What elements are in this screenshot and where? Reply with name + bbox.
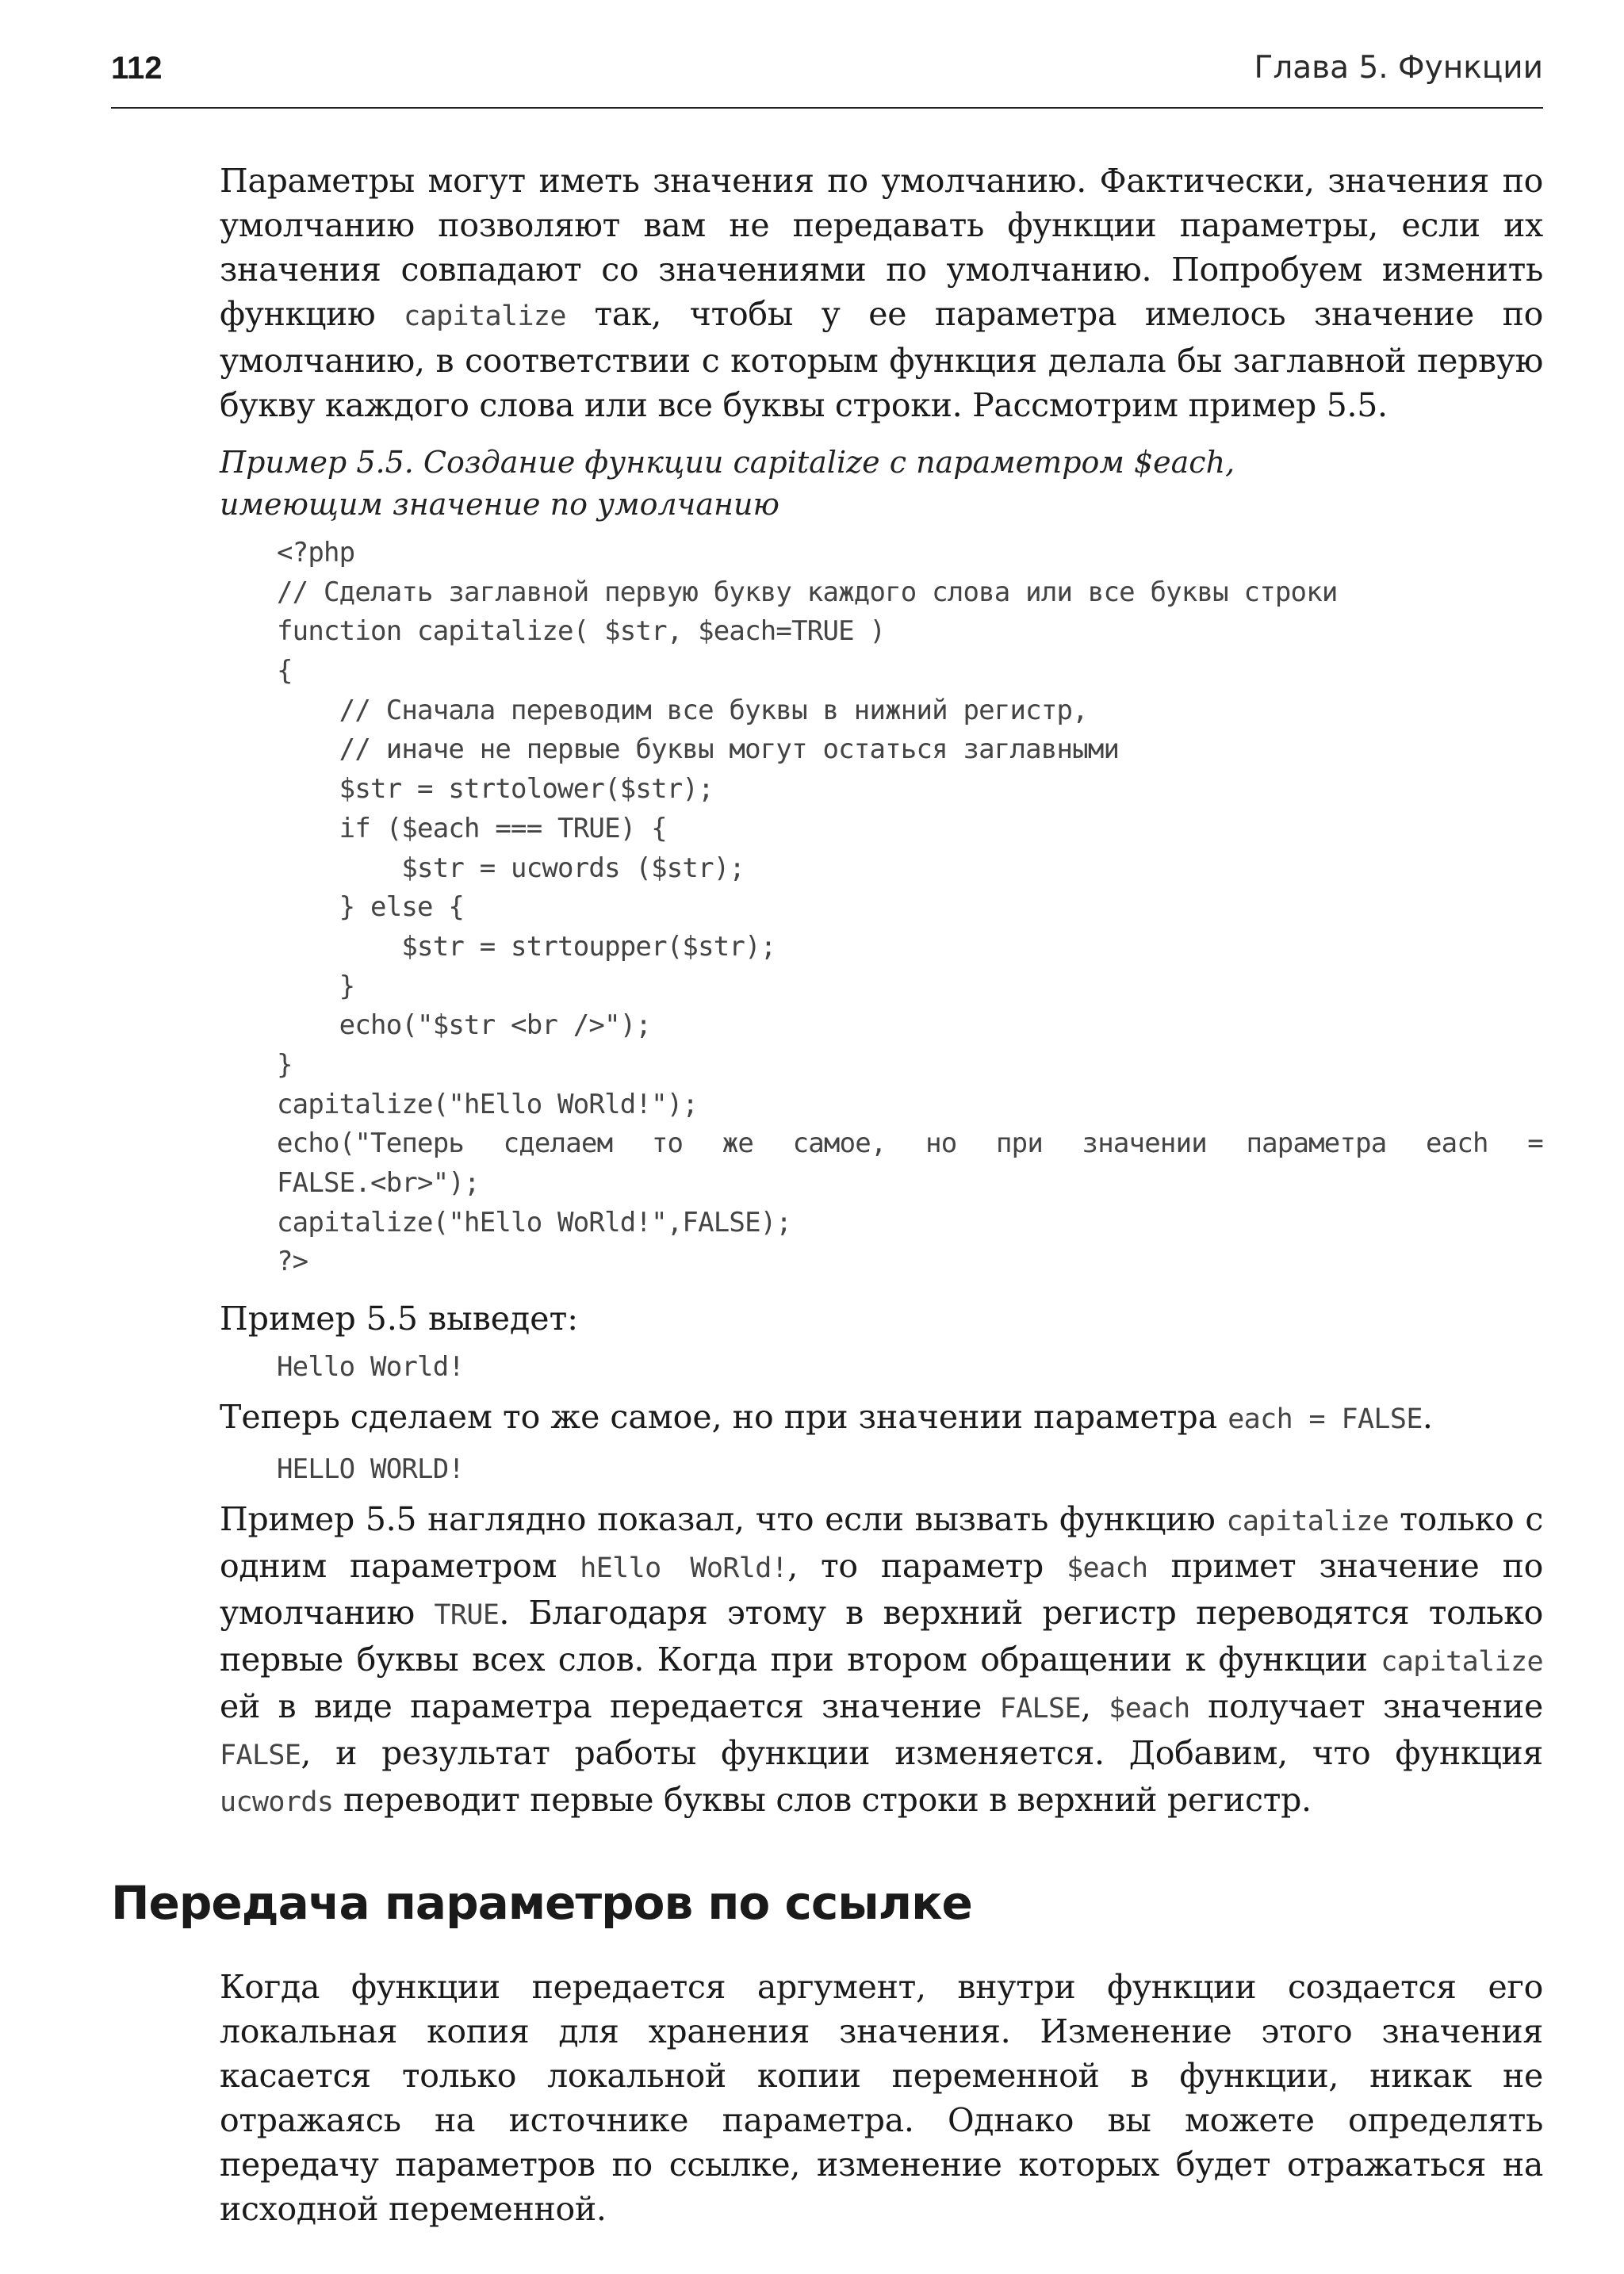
inline-code: $each — [1109, 1693, 1190, 1725]
code-line: <?php — [277, 537, 355, 568]
note-paragraph — [220, 1395, 1543, 1441]
inline-code: FALSE — [999, 1693, 1081, 1725]
inline-code-each-false: each = FALSE — [1228, 1403, 1423, 1436]
inline-code: TRUE — [434, 1599, 500, 1632]
output-line-2: HELLO WORLD! — [277, 1453, 465, 1486]
page-number: 112 — [111, 51, 163, 86]
section-paragraph: Когда функции передается аргумент, внутри функции создается его локальная копия для хранения значения. Изменение этого значения касается только локальной копии переменной в функции, никак не отражаясь на источнике параметра. Однако вы можете определять передачу параметров по ссылке, изменение которых будет отражаться на исходной переменной. — [220, 1968, 1543, 2228]
code-word: each — [1426, 1127, 1488, 1160]
explanation-text: Пример 5.5 наглядно показал, что если вызвать функцию — [220, 1500, 1227, 1539]
section-content — [220, 1965, 1543, 2231]
code-listing — [277, 534, 1543, 1282]
inline-code: FALSE — [220, 1740, 301, 1772]
inline-code: hEllo WoRld! — [580, 1552, 788, 1585]
code-word: echo("Теперь — [277, 1127, 465, 1160]
note-text-1: Теперь сделаем то же самое, но при значении параметра — [220, 1398, 1228, 1437]
chapter-title: Глава 5. Функции — [1254, 50, 1543, 86]
output-label: Пример 5.5 выведет: — [220, 1300, 579, 1338]
caption-line-2: имеющим значение по умолчанию — [220, 487, 779, 522]
code-line: // Сделать заглавной первую букву каждого слова или все буквы строки — [277, 576, 1338, 608]
explanation-text: , то параметр — [787, 1547, 1067, 1586]
code-line: $str = strtolower($str); — [277, 773, 714, 806]
inline-code-capitalize: capitalize — [404, 301, 566, 332]
inline-code: $each — [1067, 1552, 1148, 1585]
intro-paragraph — [220, 159, 1543, 427]
code-word: = — [1527, 1127, 1543, 1160]
code-line-justified — [277, 1124, 1543, 1164]
code-line: echo("$str <br />"); — [277, 1009, 652, 1042]
code-word: сделаем — [503, 1127, 613, 1160]
code-word: при — [996, 1127, 1044, 1160]
header-rule — [111, 107, 1543, 109]
code-word: значении — [1082, 1127, 1207, 1160]
inline-code: capitalize — [1226, 1506, 1389, 1538]
code-line: } else { — [277, 891, 465, 924]
note-text-2: . — [1422, 1398, 1433, 1437]
code-word: самое, — [792, 1127, 887, 1160]
explanation-paragraph — [220, 1497, 1543, 1824]
example-caption — [220, 442, 1543, 526]
code-line: $str = strtoupper($str); — [277, 930, 776, 963]
code-word: но — [925, 1127, 957, 1160]
explanation-text: примет значение по умолчанию — [220, 1547, 1543, 1633]
code-line: } — [277, 970, 355, 1002]
code-line: } — [277, 1048, 293, 1081]
main-content — [220, 159, 1543, 1824]
code-line: capitalize("hEllo WoRld!"); — [277, 1088, 699, 1120]
code-line: // иначе не первые буквы могут остаться заглавными — [277, 733, 1120, 766]
explanation-text: ей в виде параметра передается значение — [220, 1687, 1000, 1726]
code-line: capitalize("hEllo WoRld!",FALSE); — [277, 1206, 792, 1238]
code-line: ?> — [277, 1246, 308, 1278]
intro-text-1: Параметры могут иметь значения по умолчанию. Фактически, значения по умолчанию позволяют вам не передавать функции параметры, если их значения совпадают со значениями по умолчанию. Попробуем изменить функцию — [220, 162, 1543, 333]
code-word: же — [722, 1127, 754, 1160]
explanation-text: переводит первые буквы слов строки в верхний регистр. — [333, 1781, 1312, 1820]
inline-code: capitalize — [1381, 1646, 1543, 1679]
intro-text-2: так, чтобы у ее параметра имелось значение по умолчанию, в соответствии с которым функция делала бы заглавной первую букву каждого слова или все буквы строки. Рассмотрим пример 5.5. — [220, 295, 1543, 424]
code-word: то — [651, 1127, 684, 1160]
explanation-text: получает значение — [1189, 1687, 1543, 1726]
code-word: параметра — [1246, 1127, 1387, 1160]
explanation-text: , — [1080, 1687, 1109, 1726]
caption-line-1: Пример 5.5. Создание функции capitalize с параметром $each, — [220, 445, 1235, 480]
explanation-text: , и результат работы функции изменяется. Добавим, что функция — [301, 1734, 1543, 1773]
code-line: function capitalize( $str, $each=TRUE ) — [277, 615, 886, 648]
explanation-text: . Благодаря этому в верхний регистр переводятся только первые буквы всех слов. Когда при втором обращении к функции — [220, 1594, 1543, 1679]
code-line: FALSE.<br>"); — [277, 1167, 480, 1199]
section-heading: Передача параметров по ссылке — [111, 1876, 972, 1930]
code-line: // Сначала переводим все буквы в нижний регистр, — [277, 694, 1088, 726]
code-line: if ($each === TRUE) { — [277, 812, 667, 844]
code-line: $str = ucwords ($str); — [277, 852, 745, 884]
explanation-text: только с одним параметром — [220, 1500, 1544, 1586]
output-line-1: Hello World! — [277, 1351, 465, 1384]
code-line: { — [277, 655, 293, 687]
inline-code: ucwords — [220, 1786, 334, 1819]
